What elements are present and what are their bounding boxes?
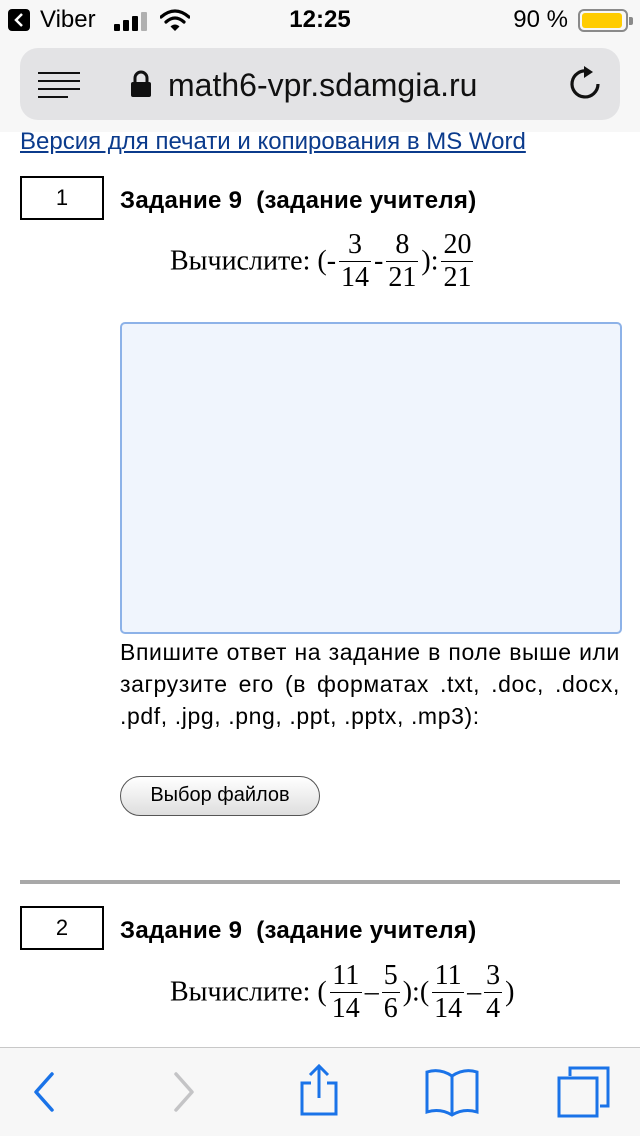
- task-formula: Вычислите: ( $\frac{11}{14}$ – $\frac{5}{6}$ ):( $\frac{11}{14}$ – $\frac{3}{4}$ ): [170, 960, 515, 1024]
- task-title: Задание 9 (задание учителя): [120, 187, 477, 214]
- back-app-label[interactable]: Viber: [40, 6, 96, 33]
- address-bar[interactable]: [20, 48, 620, 120]
- answer-instruction: Впишите ответ на задание в поле выше или загрузите его (в форматах .txt, .doc, .docx, .pdf, .jpg, .png, .ppt, .pptx, .mp3):: [120, 639, 620, 729]
- page-content: [0, 132, 640, 1047]
- tabs-icon[interactable]: [556, 1066, 610, 1123]
- battery-percentage: 90 %: [513, 6, 568, 33]
- battery-icon: [578, 9, 628, 32]
- lock-icon: [130, 70, 152, 103]
- bookmarks-icon[interactable]: [424, 1068, 480, 1123]
- url-text[interactable]: math6-vpr.sdamgia.ru: [168, 67, 478, 103]
- print-version-link[interactable]: Версия для печати и копирования в MS Word: [20, 132, 526, 155]
- task-number-box: 1: [20, 176, 104, 220]
- task-title: Задание 9 (задание учителя): [120, 917, 477, 944]
- browser-header: [0, 40, 640, 132]
- task-number-box: 2: [20, 906, 104, 950]
- status-bar: [0, 0, 640, 40]
- forward-icon[interactable]: [170, 1070, 198, 1119]
- answer-textarea[interactable]: [120, 322, 622, 634]
- task-divider: [20, 880, 620, 884]
- choose-files-button[interactable]: Выбор файлов: [120, 776, 320, 816]
- share-icon[interactable]: [298, 1064, 340, 1121]
- task-formula: Вычислите: (- $\frac{3}{14}$ - $\frac{8}{21}$ ): $\frac{20}{21}$: [170, 229, 472, 293]
- clock: 12:25: [289, 6, 351, 33]
- back-icon[interactable]: [30, 1070, 58, 1119]
- reload-icon[interactable]: [568, 64, 604, 107]
- reader-menu-icon[interactable]: [38, 70, 82, 105]
- browser-toolbar: [0, 1047, 640, 1136]
